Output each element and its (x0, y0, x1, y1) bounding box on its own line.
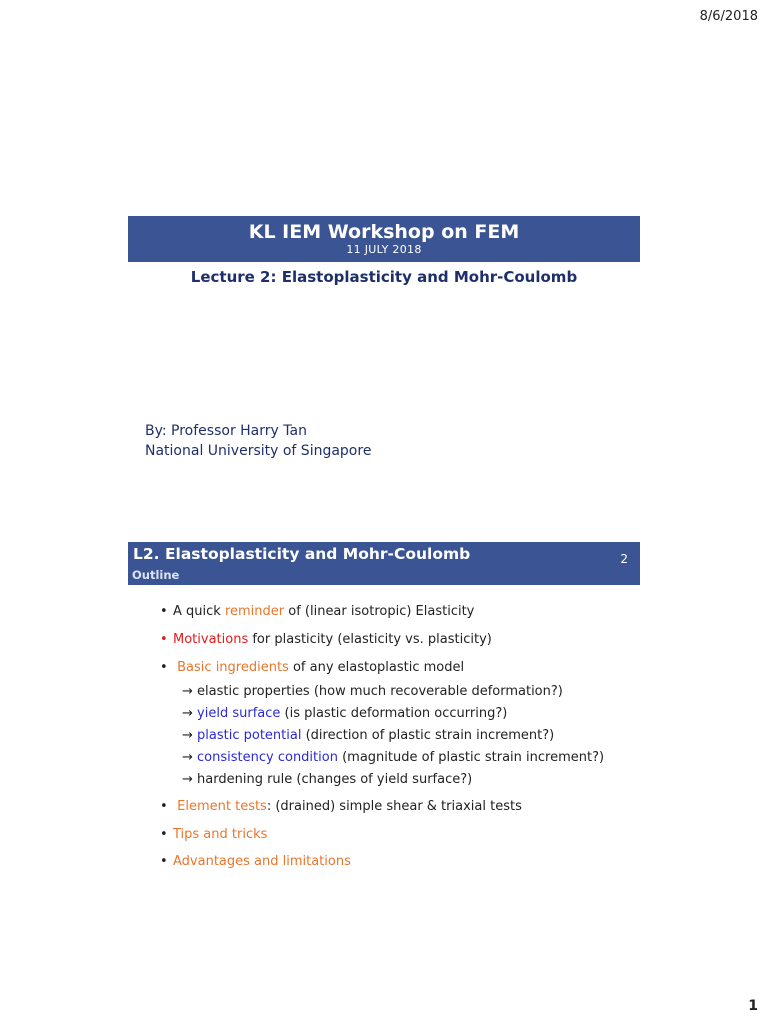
bullet-icon: • (160, 660, 168, 675)
page-number: 1 (748, 998, 758, 1014)
bullet-icon: • (160, 604, 168, 619)
list-item: → elastic properties (how much recoverable deformation?) (182, 684, 563, 699)
list-item: • Motivations for plasticity (elasticity vs. plasticity) (160, 632, 492, 647)
slide2-subheading: Outline (132, 568, 180, 582)
workshop-date: 11 JULY 2018 (346, 243, 422, 256)
bullet-icon: • (160, 799, 168, 814)
bullet-icon: • (160, 854, 168, 869)
list-item: → plastic potential (direction of plastic strain increment?) (182, 728, 555, 743)
author-block (145, 421, 371, 461)
list-item: → consistency condition (magnitude of plastic strain increment?) (182, 750, 605, 765)
title-banner (128, 216, 640, 262)
lecture-title: Lecture 2: Elastoplasticity and Mohr-Coulomb (190, 268, 578, 286)
list-item: → hardening rule (changes of yield surface?) (182, 772, 473, 787)
bullet-icon: • (160, 632, 168, 647)
header-date: 8/6/2018 (699, 9, 758, 24)
list-item: • Tips and tricks (160, 827, 268, 842)
list-item: • Basic ingredients of any elastoplastic model (160, 660, 465, 675)
author-affiliation: National University of Singapore (145, 443, 372, 459)
bullet-icon: • (160, 827, 168, 842)
author-name: By: Professor Harry Tan (145, 423, 307, 439)
slide2-number: 2 (620, 552, 628, 566)
outline-banner (128, 542, 640, 585)
list-item: • A quick reminder of (linear isotropic) Elasticity (160, 604, 475, 619)
slide2-heading: L2. Elastoplasticity and Mohr-Coulomb (133, 545, 471, 563)
list-item: • Element tests: (drained) simple shear & triaxial tests (160, 799, 522, 814)
workshop-title: KL IEM Workshop on FEM (248, 221, 520, 243)
list-item: → yield surface (is plastic deformation occurring?) (182, 706, 508, 721)
list-item: • Advantages and limitations (160, 854, 351, 869)
